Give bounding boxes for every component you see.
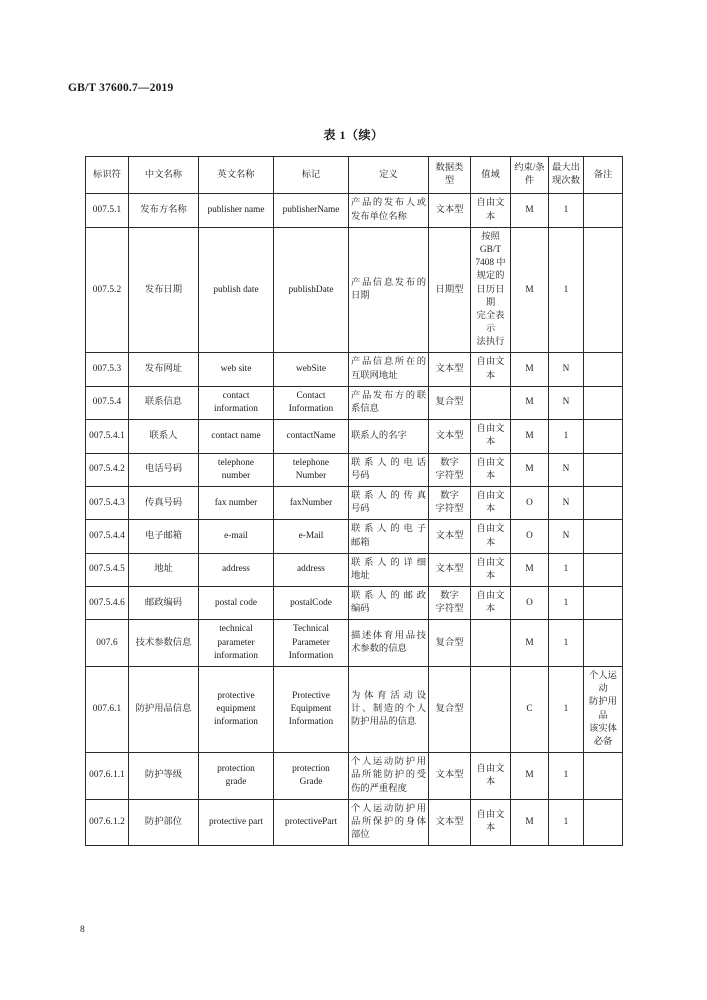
cell-data-type: 日期型 <box>429 227 471 353</box>
cell-identifier: 007.6 <box>86 620 129 667</box>
cell-definition <box>349 753 429 800</box>
text-line: Information <box>288 650 334 661</box>
cell-mark: publisherName <box>274 194 349 227</box>
cell-definition <box>349 420 429 453</box>
cell-identifier: 007.6.1.2 <box>86 799 129 846</box>
text-line: technical <box>219 624 253 635</box>
text-line: Technical <box>293 624 329 635</box>
cell-chinese-name: 联系人 <box>129 420 199 453</box>
cell-data-type: 复合型 <box>429 386 471 419</box>
cell-english-name <box>199 620 274 667</box>
table-row <box>86 620 623 667</box>
cell-remark <box>584 353 623 386</box>
cell-english-name: contact name <box>199 420 274 453</box>
text-line: telephone <box>292 457 330 468</box>
table-caption: 表 1（续） <box>323 128 384 142</box>
cell-value-range: 自由文本 <box>471 799 511 846</box>
col-header-data-type: 数据类型 <box>429 157 471 194</box>
cell-max-occurrence: 1 <box>549 553 584 586</box>
cell-chinese-name: 联系信息 <box>129 386 199 419</box>
text-line: parameter <box>217 637 255 648</box>
cell-remark <box>584 753 623 800</box>
cell-identifier: 007.5.4.3 <box>86 486 129 519</box>
text-line: 联系人的邮政 <box>351 591 426 602</box>
text-line: 日期 <box>351 291 370 302</box>
cell-identifier: 007.5.2 <box>86 227 129 353</box>
cell-constraint: O <box>511 486 549 519</box>
text-line: 个人运动 <box>589 671 617 695</box>
cell-data-type <box>429 587 471 620</box>
text-line: 规定的 <box>476 271 505 282</box>
cell-chinese-name: 发布方名称 <box>129 194 199 227</box>
text-line: GB/T <box>479 244 502 255</box>
text-line: 系信息 <box>351 404 379 414</box>
running-head-standard-number: GB/T 37600.7—2019 <box>68 82 174 94</box>
text-line: protective <box>217 690 255 701</box>
text-line: 字符型 <box>435 604 464 615</box>
cell-remark <box>584 620 623 667</box>
cell-max-occurrence: N <box>549 520 584 553</box>
text-line: Contact <box>296 390 326 401</box>
cell-mark: contactName <box>274 420 349 453</box>
table-body <box>86 194 623 846</box>
col-header-english-name: 英文名称 <box>199 157 274 194</box>
cell-english-name: publish date <box>199 227 274 353</box>
cell-max-occurrence: N <box>549 453 584 486</box>
cell-identifier: 007.6.1.1 <box>86 753 129 800</box>
cell-max-occurrence: N <box>549 386 584 419</box>
cell-data-type: 文本型 <box>429 194 471 227</box>
cell-chinese-name: 电子邮箱 <box>129 520 199 553</box>
cell-value-range: 自由文本 <box>471 553 511 586</box>
cell-constraint: M <box>511 453 549 486</box>
col-header-mark: 标记 <box>274 157 349 194</box>
text-line: Protective <box>292 690 330 701</box>
cell-data-type: 文本型 <box>429 753 471 800</box>
cell-chinese-name: 发布网址 <box>129 353 199 386</box>
cell-value-range: 自由文本 <box>471 486 511 519</box>
table-row <box>86 386 623 419</box>
text-line: contact <box>222 390 250 401</box>
cell-remark <box>584 486 623 519</box>
text-line: 日历日期 <box>476 284 505 308</box>
cell-remark <box>584 227 623 353</box>
table-row <box>86 194 623 227</box>
text-line: 邮箱 <box>351 537 370 548</box>
text-line: 编码 <box>351 604 370 615</box>
col-header-definition: 定义 <box>349 157 429 194</box>
cell-chinese-name: 电话号码 <box>129 453 199 486</box>
spec-table-container <box>85 156 622 846</box>
cell-data-type: 文本型 <box>429 799 471 846</box>
text-line: 产品信息所在的 <box>351 357 426 368</box>
cell-definition <box>349 799 429 846</box>
cell-value-range <box>471 667 511 753</box>
col-header-chinese-name: 中文名称 <box>129 157 199 194</box>
cell-english-name: fax number <box>199 486 274 519</box>
cell-identifier: 007.5.1 <box>86 194 129 227</box>
text-line: 联系人的名字 <box>351 430 407 441</box>
text-line: 产品信息发布的 <box>351 277 426 288</box>
cell-max-occurrence: 1 <box>549 667 584 753</box>
cell-max-occurrence: 1 <box>549 227 584 353</box>
cell-constraint: M <box>511 753 549 800</box>
cell-definition <box>349 194 429 227</box>
cell-remark <box>584 553 623 586</box>
text-line: 数字 <box>440 591 459 602</box>
cell-definition <box>349 386 429 419</box>
cell-chinese-name: 邮政编码 <box>129 587 199 620</box>
text-line: 法执行 <box>476 337 505 348</box>
cell-remark <box>584 194 623 227</box>
table-row <box>86 486 623 519</box>
cell-definition <box>349 353 429 386</box>
text-line: 防护用品 <box>589 697 617 721</box>
text-line: 互联网地址 <box>351 370 398 381</box>
text-line: 部位 <box>351 830 370 841</box>
cell-max-occurrence: N <box>549 486 584 519</box>
spec-table <box>85 156 623 846</box>
cell-data-type: 复合型 <box>429 620 471 667</box>
cell-definition <box>349 520 429 553</box>
table-row <box>86 753 623 800</box>
table-row <box>86 799 623 846</box>
text-line: 联系人的详细 <box>351 557 426 568</box>
cell-constraint: M <box>511 386 549 419</box>
cell-max-occurrence: 1 <box>549 799 584 846</box>
text-line: number <box>221 470 251 481</box>
text-line: 描述体育用品技 <box>351 631 426 642</box>
text-line: 产品发布方的联 <box>351 390 426 401</box>
cell-constraint: M <box>511 227 549 353</box>
col-header-remark: 备注 <box>584 157 623 194</box>
table-row <box>86 587 623 620</box>
text-line: Information <box>288 404 334 414</box>
cell-identifier: 007.5.3 <box>86 353 129 386</box>
cell-identifier: 007.6.1 <box>86 667 129 753</box>
text-line: Information <box>288 717 334 728</box>
table-row <box>86 520 623 553</box>
cell-constraint: M <box>511 553 549 586</box>
cell-data-type <box>429 453 471 486</box>
cell-chinese-name: 防护部位 <box>129 799 199 846</box>
cell-english-name: publisher name <box>199 194 274 227</box>
text-line: 地址 <box>351 570 370 581</box>
text-line: 为体育活动设 <box>351 690 426 701</box>
cell-data-type <box>429 486 471 519</box>
table-row <box>86 420 623 453</box>
cell-constraint: C <box>511 667 549 753</box>
cell-english-name: protective part <box>199 799 274 846</box>
cell-max-occurrence: 1 <box>549 194 584 227</box>
text-line: grade <box>225 776 247 787</box>
cell-data-type: 文本型 <box>429 353 471 386</box>
cell-constraint: O <box>511 520 549 553</box>
text-line: 产品的发布人或 <box>351 198 426 209</box>
text-line: 联系人的传真 <box>351 490 426 501</box>
table-row <box>86 353 623 386</box>
cell-identifier: 007.5.4.2 <box>86 453 129 486</box>
cell-constraint: M <box>511 799 549 846</box>
text-line: 数字 <box>440 490 459 501</box>
cell-remark <box>584 420 623 453</box>
cell-chinese-name: 防护用品信息 <box>129 667 199 753</box>
cell-english-name <box>199 753 274 800</box>
cell-chinese-name: 地址 <box>129 553 199 586</box>
cell-mark: webSite <box>274 353 349 386</box>
cell-value-range: 自由文本 <box>471 420 511 453</box>
table-row <box>86 227 623 353</box>
cell-definition <box>349 587 429 620</box>
cell-max-occurrence: 1 <box>549 420 584 453</box>
text-line: telephone <box>217 457 255 468</box>
cell-definition <box>349 620 429 667</box>
cell-english-name <box>199 667 274 753</box>
cell-constraint: M <box>511 194 549 227</box>
cell-definition <box>349 667 429 753</box>
cell-english-name: e-mail <box>199 520 274 553</box>
cell-mark <box>274 753 349 800</box>
text-line: 术参数的信息 <box>351 644 407 655</box>
cell-english-name <box>199 386 274 419</box>
cell-value-range: 自由文本 <box>471 753 511 800</box>
cell-max-occurrence: 1 <box>549 620 584 667</box>
cell-mark: e-Mail <box>274 520 349 553</box>
text-line: 个人运动防护用 <box>351 757 426 768</box>
cell-definition <box>349 486 429 519</box>
text-line: 完全表示 <box>476 310 505 335</box>
cell-mark: publishDate <box>274 227 349 353</box>
cell-mark <box>274 620 349 667</box>
table-header-row <box>86 157 623 194</box>
cell-english-name: web site <box>199 353 274 386</box>
cell-data-type: 文本型 <box>429 553 471 586</box>
text-line: protection <box>217 763 255 774</box>
text-line: 号码 <box>351 470 370 481</box>
cell-identifier: 007.5.4.5 <box>86 553 129 586</box>
cell-value-range: 自由文本 <box>471 520 511 553</box>
cell-chinese-name: 技术参数信息 <box>129 620 199 667</box>
cell-english-name: postal code <box>199 587 274 620</box>
cell-value-range <box>471 620 511 667</box>
cell-remark <box>584 520 623 553</box>
cell-identifier: 007.5.4.6 <box>86 587 129 620</box>
cell-data-type: 文本型 <box>429 520 471 553</box>
text-line: 品所保护的身体 <box>351 816 426 827</box>
cell-max-occurrence: 1 <box>549 753 584 800</box>
cell-chinese-name: 发布日期 <box>129 227 199 353</box>
cell-definition <box>349 553 429 586</box>
table-row <box>86 553 623 586</box>
text-line: protection <box>292 763 330 774</box>
text-line: 计、制造的个人 <box>351 703 426 714</box>
cell-remark <box>584 799 623 846</box>
text-line: 联系人的电话 <box>351 457 426 468</box>
table-row <box>86 453 623 486</box>
cell-value-range: 自由文本 <box>471 353 511 386</box>
cell-constraint: M <box>511 620 549 667</box>
text-line: Number <box>295 470 327 481</box>
text-line: information <box>214 404 258 414</box>
cell-mark: postalCode <box>274 587 349 620</box>
page-number: 8 <box>80 925 85 935</box>
cell-constraint: M <box>511 420 549 453</box>
cell-definition <box>349 453 429 486</box>
text-line: 字符型 <box>435 504 464 515</box>
cell-data-type: 文本型 <box>429 420 471 453</box>
cell-constraint: O <box>511 587 549 620</box>
cell-remark <box>584 587 623 620</box>
text-line: 数字 <box>440 457 459 468</box>
cell-value-range: 自由文本 <box>471 587 511 620</box>
text-line: 发布单位名称 <box>351 211 407 222</box>
cell-mark: protectivePart <box>274 799 349 846</box>
cell-data-type: 复合型 <box>429 667 471 753</box>
text-line: 号码 <box>351 504 370 515</box>
cell-definition <box>349 227 429 353</box>
cell-value-range: 自由文本 <box>471 453 511 486</box>
cell-identifier: 007.5.4 <box>86 386 129 419</box>
text-line: 字符型 <box>435 470 464 481</box>
cell-value-range <box>471 227 511 353</box>
col-header-max-occurrence: 最大出现次数 <box>549 157 584 194</box>
cell-chinese-name: 传真号码 <box>129 486 199 519</box>
cell-mark <box>274 667 349 753</box>
col-header-value-range: 值域 <box>471 157 511 194</box>
text-line: information <box>214 717 258 728</box>
text-line: equipment <box>216 703 256 714</box>
cell-value-range <box>471 386 511 419</box>
text-line: 个人运动防护用 <box>351 803 426 814</box>
cell-mark: address <box>274 553 349 586</box>
cell-constraint: M <box>511 353 549 386</box>
cell-mark: faxNumber <box>274 486 349 519</box>
text-line: Parameter <box>292 637 330 648</box>
text-line: 该实体 <box>589 723 617 734</box>
text-line: information <box>214 650 258 661</box>
cell-remark <box>584 386 623 419</box>
cell-value-range: 自由文本 <box>471 194 511 227</box>
cell-identifier: 007.5.4.1 <box>86 420 129 453</box>
table-row <box>86 667 623 753</box>
text-line: 按照 <box>481 231 500 242</box>
cell-mark <box>274 386 349 419</box>
cell-remark <box>584 667 623 753</box>
table-header <box>86 157 623 194</box>
text-line: 防护用品的信息 <box>351 717 417 728</box>
cell-chinese-name: 防护等级 <box>129 753 199 800</box>
cell-mark <box>274 453 349 486</box>
cell-english-name <box>199 453 274 486</box>
text-line: Grade <box>299 776 323 787</box>
col-header-identifier: 标识符 <box>86 157 129 194</box>
text-line: 联系人的电子 <box>351 524 426 535</box>
text-line: 7408 中 <box>475 258 506 269</box>
cell-identifier: 007.5.4.4 <box>86 520 129 553</box>
cell-english-name: address <box>199 553 274 586</box>
cell-max-occurrence: N <box>549 353 584 386</box>
col-header-constraint: 约束/条件 <box>511 157 549 194</box>
text-line: 品所能防护的受 <box>351 770 426 781</box>
text-line: 伤的严重程度 <box>351 783 407 794</box>
text-line: Equipment <box>290 703 332 714</box>
cell-max-occurrence: 1 <box>549 587 584 620</box>
cell-remark <box>584 453 623 486</box>
text-line: 必备 <box>593 736 613 747</box>
